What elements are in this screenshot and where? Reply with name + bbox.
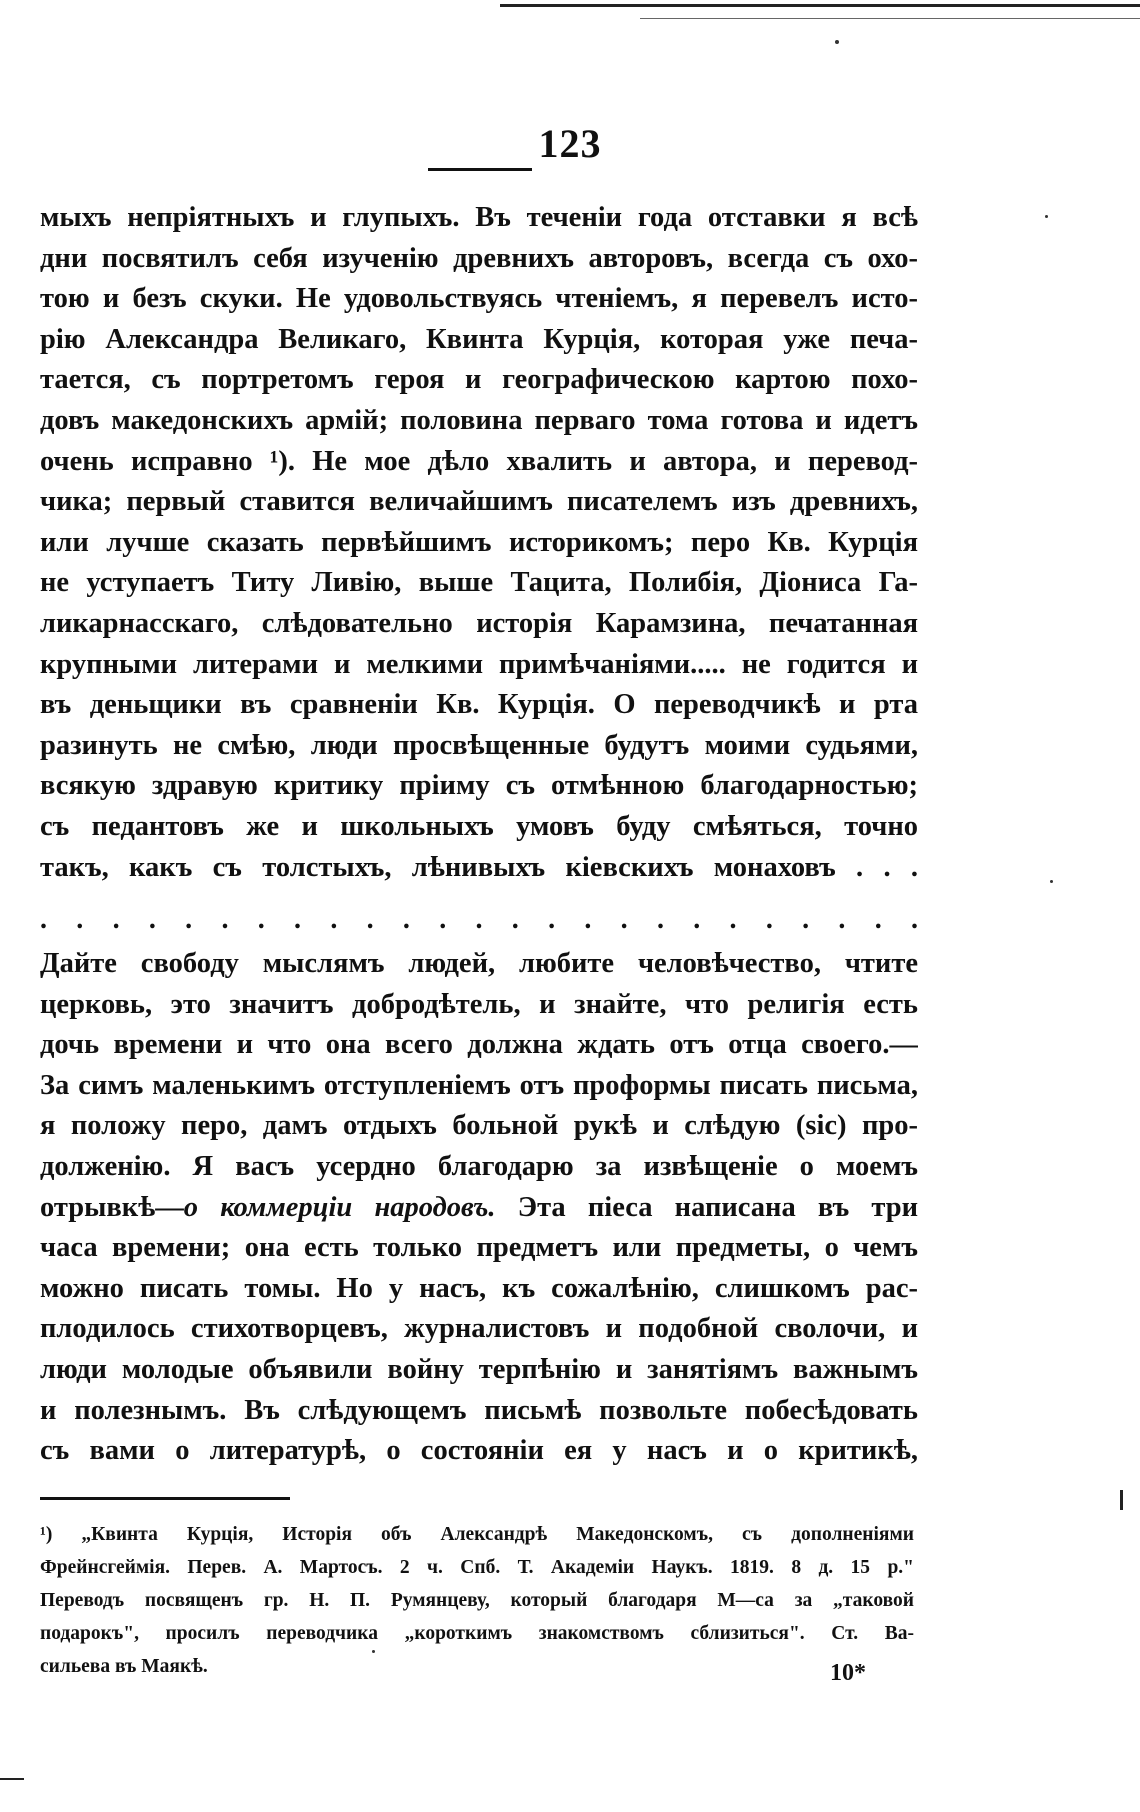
body-line: люди молодые объявили войну терпѣнію и занятіямъ важнымъ — [40, 1353, 918, 1385]
body-line: разинуть не смѣю, люди просвѣщенные будутъ моими судьями, — [40, 729, 918, 761]
print-speck — [835, 40, 839, 44]
print-speck — [1045, 215, 1048, 218]
italic-title: о коммерціи народовъ. — [183, 1191, 496, 1223]
body-line: съ вами о литературѣ, о состояніи ея у насъ и о критикѣ, — [40, 1435, 918, 1467]
ellipsis-separator: . . . . . . . . . . . . . . . . . . . . . . . . . — [40, 904, 918, 935]
page-number: 123 — [538, 121, 602, 166]
body-line: тается, съ портретомъ героя и географическою картою похо- — [40, 364, 918, 396]
margin-mark — [1120, 1490, 1123, 1510]
body-line-italic-title — [40, 1188, 918, 1229]
signature-mark: 10* — [830, 1660, 866, 1686]
body-line: крупными литерами и мелкими примѣчаніями..... не годится и — [40, 648, 918, 680]
body-line: или лучше сказать первѣйшимъ историкомъ; перо Кв. Курція — [40, 526, 918, 558]
page-number-underline — [428, 168, 532, 171]
print-speck — [1050, 880, 1053, 883]
top-edge-thin-rule — [640, 18, 1140, 19]
body-line: За симъ маленькимъ отступленіемъ отъ проформы писать письма, — [40, 1069, 918, 1101]
body-paragraph-2 — [40, 944, 918, 1472]
body-line: долженію. Я васъ усердно благодарю за извѣщеніе о моемъ — [40, 1150, 918, 1182]
body-line: церковь, это значитъ добродѣтель, и знайте, что религія есть — [40, 988, 918, 1020]
body-line: съ педантовъ же и школьныхъ умовъ буду смѣяться, точно — [40, 810, 918, 842]
body-line: не уступаетъ Титу Ливію, выше Тацита, Полибія, Діониса Га- — [40, 567, 918, 599]
body-line: дни посвятилъ себя изученію древнихъ авторовъ, всегда съ охо- — [40, 242, 918, 274]
footnote-line: Переводъ посвященъ гр. Н. П. Румянцеву, который благодаря М—са за „таковой — [40, 1590, 914, 1611]
body-line: и полезнымъ. Въ слѣдующемъ письмѣ позвольте побесѣдовать — [40, 1394, 918, 1426]
body-line: мыхъ непріятныхъ и глупыхъ. Въ теченіи года отставки я всѣ — [40, 202, 918, 233]
body-line: можно писать томы. Но у насъ, къ сожалѣнію, слишкомъ рас- — [40, 1272, 918, 1304]
body-line: я положу перо, дамъ отдыхъ больной рукѣ и слѣдую (sic) про- — [40, 1110, 918, 1142]
footnote-line: ¹) „Квинта Курція, Исторія объ Александрѣ Македонскомъ, съ дополненіями — [40, 1524, 914, 1545]
footnote-line: Фрейнсгеймія. Перев. А. Мартосъ. 2 ч. Спб. Т. Академіи Наукъ. 1819. 8 д. 15 р." — [40, 1557, 914, 1578]
body-line: рію Александра Великаго, Квинта Курція, которая уже печа- — [40, 323, 918, 355]
body-line: часа времени; она есть только предметъ или предметы, о чемъ — [40, 1232, 918, 1264]
footnote-separator-rule — [40, 1497, 290, 1500]
body-line: въ деньщики въ сравненіи Кв. Курція. О переводчикѣ и рта — [40, 689, 918, 721]
body-paragraph-1 — [40, 198, 918, 888]
body-line: ликарнасскаго, слѣдовательно исторія Карамзина, печатанная — [40, 607, 918, 639]
print-speck — [372, 1650, 375, 1653]
footnote-line: подарокъ", просилъ переводчика „короткимъ знакомствомъ сблизиться". Ст. Ва- — [40, 1623, 914, 1644]
footnote-line: сильева въ Маякѣ. — [40, 1656, 208, 1677]
body-line: тою и безъ скуки. Не удовольствуясь чтеніемъ, я перевелъ исто- — [40, 283, 918, 315]
body-line: плодилось стихотворцевъ, журналистовъ и подобной сволочи, и — [40, 1313, 918, 1345]
footnote-block — [40, 1518, 914, 1683]
body-line: всякую здравую критику пріиму съ отмѣнною благодарностью; — [40, 770, 918, 802]
body-line: довъ македонскихъ армій; половина перваго тома готова и идетъ — [40, 404, 918, 436]
body-line: дочь времени и что она всего должна ждать отъ отца своего.— — [40, 1029, 918, 1061]
body-line: очень исправно ¹). Не мое дѣло хвалить и автора, и перевод- — [40, 445, 918, 477]
body-line: чика; первый ставится величайшимъ писателемъ изъ древнихъ, — [40, 486, 918, 518]
line-text-after: Эта піеса написана въ три — [495, 1191, 918, 1223]
top-edge-rule — [500, 4, 1140, 7]
body-line: такъ, какъ съ толстыхъ, лѣнивыхъ кіевскихъ монаховъ . . . — [40, 851, 918, 883]
body-line: Дайте свободу мыслямъ людей, любите человѣчество, чтите — [40, 948, 918, 979]
line-text-before: отрывкѣ— — [40, 1191, 184, 1223]
margin-dash — [0, 1778, 24, 1780]
